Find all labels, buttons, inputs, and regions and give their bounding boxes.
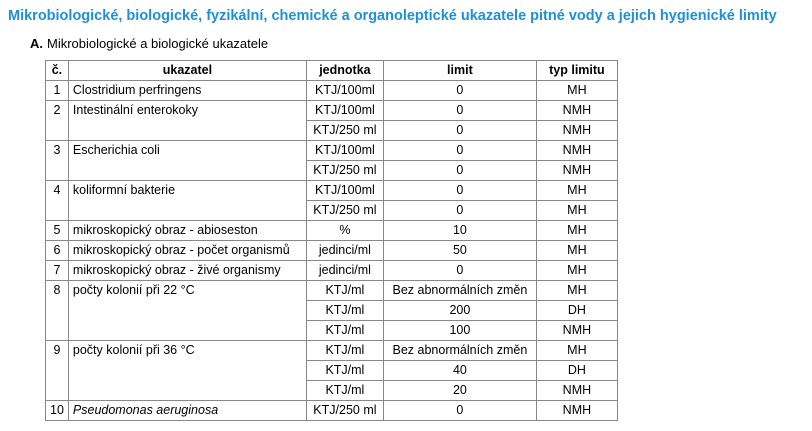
- unit-cell: KTJ/ml: [306, 321, 383, 341]
- indicator-name: Clostridium perfringens: [68, 81, 306, 101]
- unit-cell: KTJ/ml: [306, 281, 383, 301]
- table-row: [46, 81, 618, 101]
- table-row: [46, 221, 618, 241]
- unit-cell: KTJ/250 ml: [306, 401, 383, 421]
- row-number: 3: [46, 141, 69, 181]
- limit-cell: 50: [383, 241, 536, 261]
- unit-cell: KTJ/ml: [306, 381, 383, 401]
- unit-cell: KTJ/ml: [306, 301, 383, 321]
- limit-type-cell: NMH: [536, 141, 617, 161]
- unit-cell: KTJ/100ml: [306, 141, 383, 161]
- limit-cell: 0: [383, 181, 536, 201]
- limit-cell: 0: [383, 161, 536, 181]
- header-num: č.: [46, 61, 69, 81]
- limit-cell: Bez abnormálních změn: [383, 281, 536, 301]
- row-number: 4: [46, 181, 69, 221]
- row-number: 10: [46, 401, 69, 421]
- unit-cell: jedinci/ml: [306, 241, 383, 261]
- limit-type-cell: NMH: [536, 161, 617, 181]
- unit-cell: KTJ/100ml: [306, 181, 383, 201]
- table-row: [46, 401, 618, 421]
- header-indicator: ukazatel: [68, 61, 306, 81]
- table-row: [46, 341, 618, 361]
- limit-type-cell: MH: [536, 221, 617, 241]
- unit-cell: %: [306, 221, 383, 241]
- indicator-name: počty kolonií při 22 °C: [68, 281, 306, 341]
- row-number: 5: [46, 221, 69, 241]
- table-header-row: [46, 61, 618, 81]
- header-unit: jednotka: [306, 61, 383, 81]
- indicator-name: koliformní bakterie: [68, 181, 306, 221]
- unit-cell: KTJ/ml: [306, 341, 383, 361]
- unit-cell: KTJ/100ml: [306, 101, 383, 121]
- limit-cell: 0: [383, 401, 536, 421]
- page-title: Mikrobiologické, biologické, fyzikální, chemické a organoleptické ukazatele pitné vody a jejich hygienické limity: [8, 8, 777, 24]
- limit-cell: 0: [383, 261, 536, 281]
- unit-cell: KTJ/250 ml: [306, 201, 383, 221]
- row-number: 9: [46, 341, 69, 401]
- row-number: 6: [46, 241, 69, 261]
- indicator-name: mikroskopický obraz - abioseston: [68, 221, 306, 241]
- header-limit: limit: [383, 61, 536, 81]
- row-number: 8: [46, 281, 69, 341]
- limit-type-cell: DH: [536, 301, 617, 321]
- table-row: [46, 261, 618, 281]
- limit-type-cell: MH: [536, 181, 617, 201]
- table-row: [46, 181, 618, 201]
- row-number: 1: [46, 81, 69, 101]
- limit-cell: 10: [383, 221, 536, 241]
- limit-type-cell: NMH: [536, 381, 617, 401]
- limit-type-cell: NMH: [536, 121, 617, 141]
- unit-cell: KTJ/100ml: [306, 81, 383, 101]
- indicator-name: mikroskopický obraz - počet organismů: [68, 241, 306, 261]
- unit-cell: jedinci/ml: [306, 261, 383, 281]
- row-number: 2: [46, 101, 69, 141]
- section-heading: [30, 36, 268, 51]
- limit-cell: 200: [383, 301, 536, 321]
- limit-type-cell: MH: [536, 201, 617, 221]
- table-row: [46, 281, 618, 301]
- row-number: 7: [46, 261, 69, 281]
- limit-type-cell: MH: [536, 81, 617, 101]
- table-body: [46, 81, 618, 421]
- indicator-name: počty kolonií při 36 °C: [68, 341, 306, 401]
- section-letter: A.: [30, 36, 43, 51]
- limit-cell: 0: [383, 81, 536, 101]
- limit-cell: 0: [383, 141, 536, 161]
- table-row: [46, 101, 618, 121]
- indicator-name: Intestinální enterokoky: [68, 101, 306, 141]
- unit-cell: KTJ/ml: [306, 361, 383, 381]
- section-title: Mikrobiologické a biologické ukazatele: [47, 36, 269, 51]
- unit-cell: KTJ/250 ml: [306, 161, 383, 181]
- limit-type-cell: MH: [536, 341, 617, 361]
- table-row: [46, 141, 618, 161]
- limit-type-cell: MH: [536, 281, 617, 301]
- indicator-name: Escherichia coli: [68, 141, 306, 181]
- indicator-name: Pseudomonas aeruginosa: [68, 401, 306, 421]
- indicator-name: mikroskopický obraz - živé organismy: [68, 261, 306, 281]
- limit-type-cell: DH: [536, 361, 617, 381]
- limit-type-cell: NMH: [536, 321, 617, 341]
- header-type: typ limitu: [536, 61, 617, 81]
- table-row: [46, 241, 618, 261]
- unit-cell: KTJ/250 ml: [306, 121, 383, 141]
- limit-cell: 0: [383, 121, 536, 141]
- limit-type-cell: NMH: [536, 101, 617, 121]
- limit-cell: 0: [383, 201, 536, 221]
- limit-type-cell: NMH: [536, 401, 617, 421]
- limit-type-cell: MH: [536, 241, 617, 261]
- limit-cell: Bez abnormálních změn: [383, 341, 536, 361]
- limit-cell: 0: [383, 101, 536, 121]
- limit-type-cell: MH: [536, 261, 617, 281]
- limit-cell: 100: [383, 321, 536, 341]
- limit-cell: 20: [383, 381, 536, 401]
- indicators-table: [45, 60, 618, 421]
- limit-cell: 40: [383, 361, 536, 381]
